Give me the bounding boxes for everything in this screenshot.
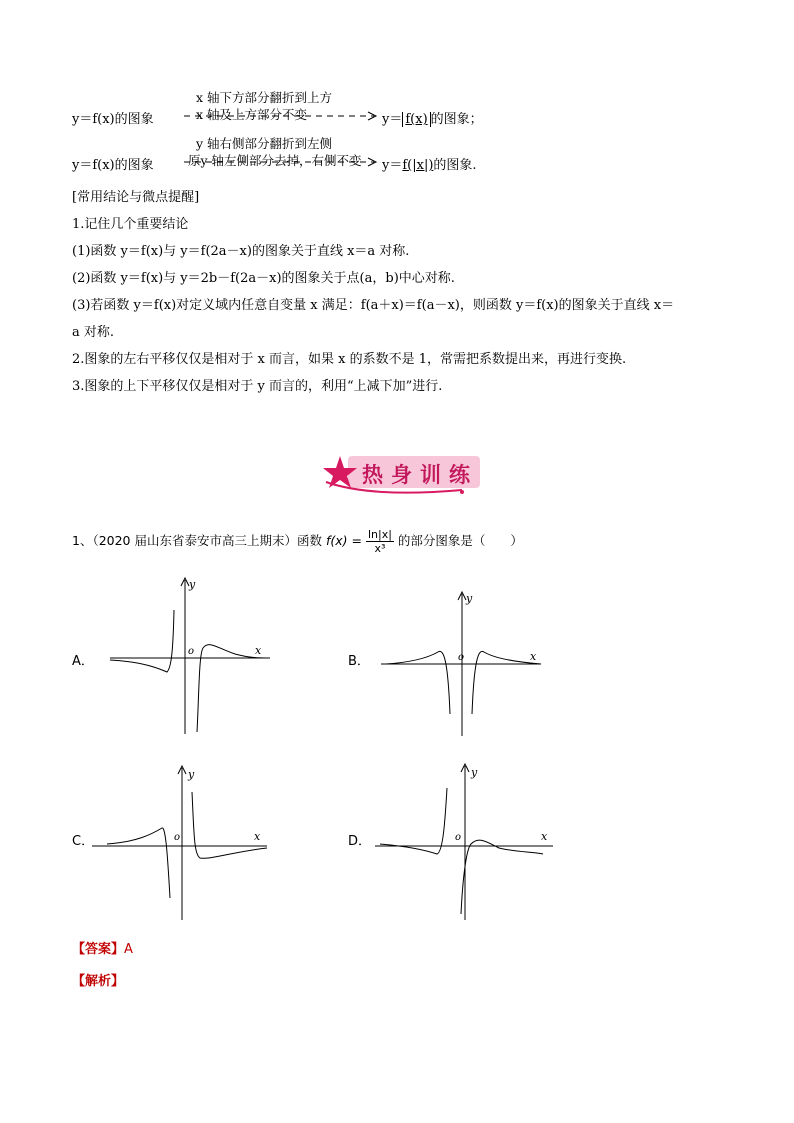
option-d-graph[interactable] [375,762,555,922]
answer-line [72,938,133,957]
point-line: (1)函数 y＝f(x)与 y＝f(2a－x)的图象关于直线 x＝a 对称. [72,244,410,259]
option-b-label[interactable]: B． [348,654,370,669]
rule-condition-bottom: x 轴及上方部分不变 [196,107,308,122]
origin-label: o [174,832,181,843]
point-line: (3)若函数 y＝f(x)对定义域内任意自变量 x 满足：f(a＋x)＝f(a－x)，则函数 y＝f(x)的图象关于直线 x＝ [72,298,675,313]
x-axis-label: x [255,644,262,657]
rule-condition-top: x 轴下方部分翻折到上方 [196,90,333,105]
y-axis-label: y [189,578,196,591]
fraction: $\frac{\ln|x|}{\text{x³}}$ [367,528,392,555]
point-line: a 对称. [72,325,115,340]
abs-expression: f(x) [402,112,430,127]
section-banner [312,452,484,498]
rule-rhs: y＝f(|x|)的图象. [382,158,477,173]
origin-label: o [455,832,462,843]
x-axis-label: x [530,650,537,663]
option-c-label[interactable]: C． [72,834,95,849]
rule-rhs: y＝ f(x) 的图象； [382,112,483,127]
transform-rule-2 [72,136,672,178]
rule-condition-bottom: 原y 轴左侧部分去掉，右侧不变 [188,153,362,168]
point-line: 2.图象的左右平移仅仅是相对于 x 而言，如果 x 的系数不是 1，常需把系数提出来，再进行变换. [72,352,627,367]
point-line: (2)函数 y＝f(x)与 y＝2b－f(2a－x)的图象关于点(a，b)中心对称. [72,271,455,286]
option-a-label[interactable]: A． [72,654,94,669]
x-axis-label: x [254,830,261,843]
y-axis-label: y [471,766,478,779]
origin-label: o [458,652,465,663]
abs-expression: f(|x|) [402,158,434,173]
point-line: 3.图象的上下平移仅仅是相对于 y 而言的，利用“上减下加”进行. [72,379,443,394]
rule-lhs: y＝f(x)的图象 [72,158,154,173]
x-axis-label: x [541,830,548,843]
analysis-line [72,970,124,989]
function-name: f(x) = [325,533,362,548]
question-1: 1、（2020 届山东省泰安市高三上期末）函数 f(x) = $\frac{\ln|x|}{\text{x³}}$ 的部分图象是（ ） [72,528,523,555]
y-axis-label: y [466,592,473,605]
rule-lhs: y＝f(x)的图象 [72,112,154,127]
y-axis-label: y [188,768,195,781]
option-d-label[interactable]: D． [348,834,372,849]
answer-tag: 【答案】 [72,942,125,957]
option-a-graph[interactable] [105,574,275,740]
section-title: [常用结论与微点提醒] [72,190,200,205]
origin-label: o [188,646,195,657]
answer-value: A [124,942,133,957]
point-line: 1.记住几个重要结论 [72,217,189,232]
rule-condition-top: y 轴右侧部分翻折到左侧 [196,136,333,151]
banner-title: 热身训练 [362,463,478,487]
option-b-graph[interactable] [376,588,546,738]
option-c-graph[interactable] [92,764,272,922]
analysis-tag: 【解析】 [72,974,125,989]
transform-rule-1 [72,90,672,132]
